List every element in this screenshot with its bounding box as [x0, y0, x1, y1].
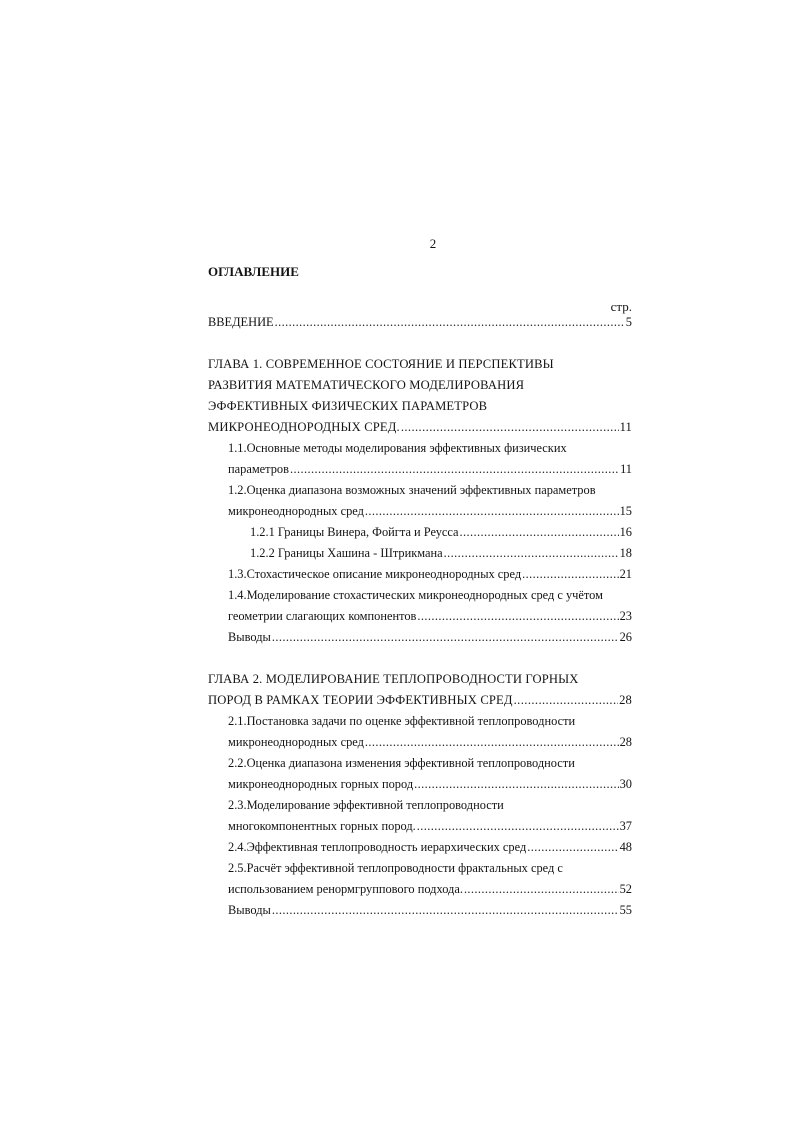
entry-title-line: 2.5.Расчёт эффективной теплопроводности фрактальных сред с	[228, 861, 563, 875]
dot-leader	[401, 417, 619, 438]
entry-page: 28	[619, 693, 632, 707]
toc-entry-2-2[interactable]	[208, 753, 632, 795]
toc-entry-1-2-2[interactable]	[208, 543, 632, 564]
chapter-title-line: ЭФФЕКТИВНЫХ ФИЗИЧЕСКИХ ПАРАМЕТРОВ	[208, 399, 488, 413]
entry-title-line: микронеоднородных горных пород	[228, 777, 414, 791]
chapter-title-line: ГЛАВА 1. СОВРЕМЕННОЕ СОСТОЯНИЕ И ПЕРСПЕКТИВЫ	[208, 357, 554, 371]
entry-title-line: микронеоднородных сред	[228, 504, 364, 518]
page-column-label: стр.	[610, 299, 632, 314]
entry-title: Выводы	[228, 630, 271, 644]
dot-leader	[290, 459, 619, 480]
toc-entry-1-4[interactable]	[208, 585, 632, 627]
entry-page: 52	[619, 882, 632, 896]
toc-entry-2-3[interactable]	[208, 795, 632, 837]
table-of-contents	[208, 312, 632, 921]
entry-page: 37	[619, 819, 632, 833]
entry-page: 15	[619, 504, 632, 518]
entry-page: 18	[619, 546, 632, 560]
entry-title-line: 2.3.Моделирование эффективной теплопроводности	[228, 798, 504, 812]
entry-title-line: параметров	[228, 462, 289, 476]
entry-title: 1.2.1 Границы Винера, Фойгта и Реусса	[250, 525, 459, 539]
toc-heading: ОГЛАВЛЕНИЕ	[208, 264, 299, 279]
dot-leader	[522, 564, 618, 585]
toc-entry-1-2-1[interactable]	[208, 522, 632, 543]
toc-entry-chapter-2[interactable]	[208, 669, 632, 711]
chapter-title-line: ГЛАВА 2. МОДЕЛИРОВАНИЕ ТЕПЛОПРОВОДНОСТИ ГОРНЫХ	[208, 672, 579, 686]
entry-page: 48	[619, 840, 632, 854]
entry-title: 1.3.Стохастическое описание микронеоднородных сред	[228, 567, 522, 581]
entry-title: Выводы	[228, 903, 271, 917]
dot-leader	[444, 543, 619, 564]
entry-page: 55	[619, 903, 632, 917]
dot-leader	[417, 606, 618, 627]
entry-title: ВВЕДЕНИЕ	[208, 315, 274, 329]
toc-entry-2-1[interactable]	[208, 711, 632, 753]
chapter-title-line: ПОРОД В РАМКАХ ТЕОРИИ ЭФФЕКТИВНЫХ СРЕД	[208, 693, 513, 707]
entry-page: 23	[619, 609, 632, 623]
entry-title: 2.4.Эффективная теплопроводность иерархических сред	[228, 840, 527, 854]
dot-leader	[272, 900, 619, 921]
entry-title-line: использованием ренормгруппового подхода.	[228, 882, 463, 896]
entry-title-line: 1.2.Оценка диапазона возможных значений эффективных параметров	[228, 483, 596, 497]
entry-title-line: геометрии слагающих компонентов	[228, 609, 417, 623]
dot-leader	[275, 312, 625, 333]
toc-entry-1-1[interactable]	[208, 438, 632, 480]
entry-title-line: 2.1.Постановка задачи по оценке эффективной теплопроводности	[228, 714, 576, 728]
entry-title-line: многокомпонентных горных пород.	[228, 819, 416, 833]
entry-page: 5	[625, 315, 632, 329]
toc-entry-1-3[interactable]	[208, 564, 632, 585]
entry-page: 26	[619, 630, 632, 644]
dot-leader	[514, 690, 618, 711]
toc-entry-conclusions-1[interactable]	[208, 627, 632, 648]
entry-page: 21	[619, 567, 632, 581]
chapter-title-line: МИКРОНЕОДНОРОДНЫХ СРЕД.	[208, 420, 400, 434]
dot-leader	[527, 837, 618, 858]
toc-entry-conclusions-2[interactable]	[208, 900, 632, 921]
page-number: 2	[429, 236, 437, 251]
entry-page: 16	[619, 525, 632, 539]
entry-page: 30	[619, 777, 632, 791]
dot-leader	[414, 774, 618, 795]
toc-entry-1-2[interactable]	[208, 480, 632, 522]
dot-leader	[417, 816, 619, 837]
dot-leader	[365, 732, 619, 753]
entry-page: 11	[619, 420, 632, 434]
dot-leader	[365, 501, 619, 522]
entry-title-line: 2.2.Оценка диапазона изменения эффективной теплопроводности	[228, 756, 575, 770]
toc-entry-2-5[interactable]	[208, 858, 632, 900]
entry-title-line: 1.4.Моделирование стохастических микронеоднородных сред с учётом	[228, 588, 603, 602]
chapter-title-line: РАЗВИТИЯ МАТЕМАТИЧЕСКОГО МОДЕЛИРОВАНИЯ	[208, 378, 525, 392]
toc-entry-2-4[interactable]	[208, 837, 632, 858]
toc-entry-chapter-1[interactable]	[208, 354, 632, 438]
entry-title-line: 1.1.Основные методы моделирования эффективных физических	[228, 441, 567, 455]
entry-page: 28	[619, 735, 632, 749]
toc-entry-intro[interactable]	[208, 312, 632, 333]
dot-leader	[464, 879, 619, 900]
dot-leader	[460, 522, 619, 543]
entry-title: 1.2.2 Границы Хашина - Штрикмана	[250, 546, 443, 560]
dot-leader	[272, 627, 619, 648]
entry-title-line: микронеоднородных сред	[228, 735, 364, 749]
entry-page: 11	[620, 462, 632, 476]
